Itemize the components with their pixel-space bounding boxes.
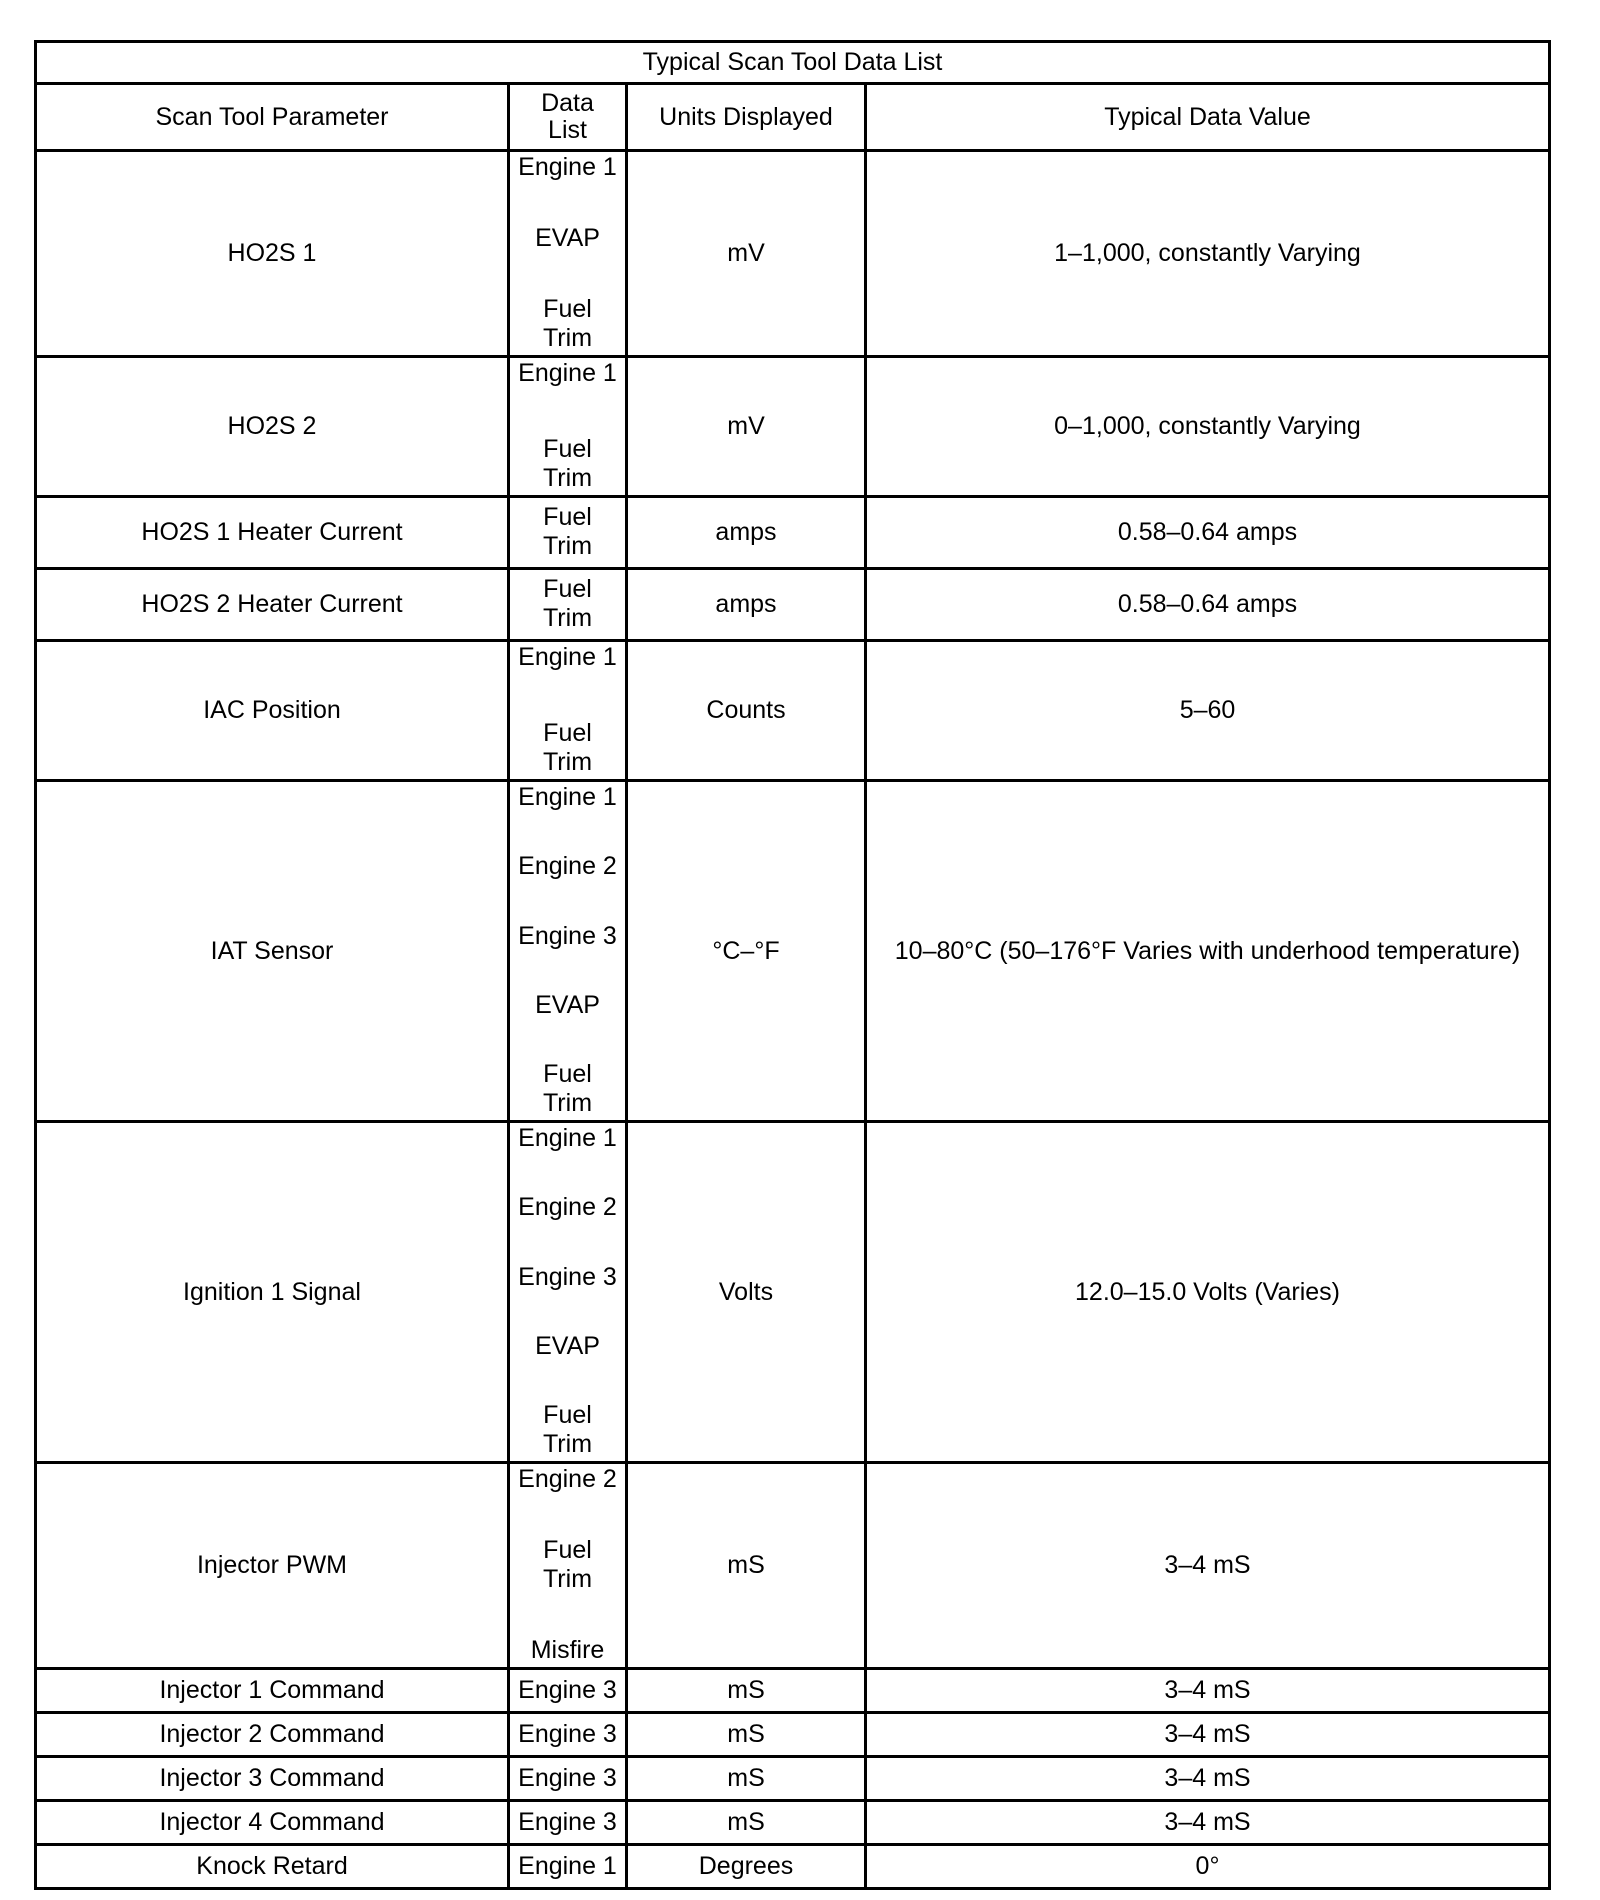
data-list-item: Engine 3 — [518, 1719, 617, 1748]
data-list-item: Fuel Trim — [542, 575, 593, 632]
header-data-list: Data List — [509, 84, 627, 151]
data-list-stack — [510, 1714, 625, 1755]
cell-data-list — [509, 1757, 627, 1801]
cell-data-list — [509, 1122, 627, 1463]
data-list-item: Engine 1 — [518, 153, 617, 181]
table-row — [36, 1757, 1550, 1801]
cell-scan-tool-parameter: IAC Position — [36, 641, 509, 781]
cell-units-displayed: amps — [627, 497, 866, 569]
cell-typical-data-value: 3–4 mS — [866, 1757, 1550, 1801]
data-list-item: Engine 3 — [518, 921, 617, 950]
cell-data-list — [509, 1845, 627, 1889]
data-list-item: Fuel Trim — [542, 435, 593, 492]
data-list-stack — [510, 1464, 625, 1667]
data-list-item: Engine 3 — [518, 1262, 617, 1291]
cell-data-list — [509, 497, 627, 569]
data-list-item: Engine 2 — [518, 1193, 617, 1222]
table-row — [36, 1713, 1550, 1757]
cell-typical-data-value: 0.58–0.64 amps — [866, 569, 1550, 641]
cell-data-list — [509, 1669, 627, 1713]
cell-scan-tool-parameter: HO2S 2 Heater Current — [36, 569, 509, 641]
data-list-item: Misfire — [530, 1636, 605, 1664]
cell-data-list — [509, 1463, 627, 1669]
cell-units-displayed: mS — [627, 1669, 866, 1713]
table-row — [36, 1463, 1550, 1669]
header-units-displayed: Units Displayed — [627, 84, 866, 151]
data-list-stack — [510, 358, 625, 495]
data-list-item: EVAP — [535, 1331, 600, 1360]
cell-typical-data-value: 5–60 — [866, 641, 1550, 781]
data-list-item: Engine 2 — [518, 852, 617, 881]
cell-typical-data-value: 1–1,000, constantly Varying — [866, 151, 1550, 357]
cell-units-displayed: amps — [627, 569, 866, 641]
data-list-item: Fuel Trim — [542, 1536, 593, 1593]
cell-units-displayed: Counts — [627, 641, 866, 781]
cell-scan-tool-parameter: Injector 2 Command — [36, 1713, 509, 1757]
data-list-stack — [510, 570, 625, 639]
data-list-item: Engine 3 — [518, 1807, 617, 1836]
cell-units-displayed: °C–°F — [627, 781, 866, 1122]
cell-scan-tool-parameter: Injector 4 Command — [36, 1801, 509, 1845]
data-list-item: Engine 3 — [518, 1675, 617, 1704]
cell-units-displayed: mS — [627, 1757, 866, 1801]
data-list-stack — [510, 498, 625, 567]
cell-scan-tool-parameter: Injector PWM — [36, 1463, 509, 1669]
cell-units-displayed: Degrees — [627, 1845, 866, 1889]
table-row — [36, 1801, 1550, 1845]
cell-typical-data-value: 10–80°C (50–176°F Varies with underhood temperature) — [866, 781, 1550, 1122]
cell-scan-tool-parameter: Ignition 1 Signal — [36, 1122, 509, 1463]
table-row — [36, 1845, 1550, 1889]
cell-scan-tool-parameter: IAT Sensor — [36, 781, 509, 1122]
cell-data-list — [509, 569, 627, 641]
cell-typical-data-value: 3–4 mS — [866, 1713, 1550, 1757]
cell-units-displayed: mS — [627, 1801, 866, 1845]
data-list-item: Engine 3 — [518, 1763, 617, 1792]
table-row — [36, 1122, 1550, 1463]
data-list-item: Fuel Trim — [542, 295, 593, 352]
cell-scan-tool-parameter: Knock Retard — [36, 1845, 509, 1889]
data-list-item: Fuel Trim — [542, 719, 593, 776]
table-row — [36, 781, 1550, 1122]
cell-scan-tool-parameter: Injector 1 Command — [36, 1669, 509, 1713]
data-list-item: Engine 1 — [518, 783, 617, 811]
cell-data-list — [509, 641, 627, 781]
table-title-row — [36, 42, 1550, 84]
table-row — [36, 357, 1550, 497]
cell-units-displayed: mV — [627, 151, 866, 357]
data-list-item: Fuel Trim — [542, 503, 593, 560]
data-list-item: Engine 1 — [518, 643, 617, 671]
data-list-stack — [510, 152, 625, 355]
cell-typical-data-value: 0–1,000, constantly Varying — [866, 357, 1550, 497]
table-header-row — [36, 84, 1550, 151]
cell-scan-tool-parameter: HO2S 1 Heater Current — [36, 497, 509, 569]
table-body — [36, 151, 1550, 1889]
cell-typical-data-value: 3–4 mS — [866, 1801, 1550, 1845]
document-page — [34, 40, 1548, 1890]
data-list-stack — [510, 1670, 625, 1711]
table-row — [36, 569, 1550, 641]
data-list-stack — [510, 1802, 625, 1843]
data-list-item: Engine 2 — [518, 1465, 617, 1493]
cell-units-displayed: mS — [627, 1713, 866, 1757]
cell-data-list — [509, 151, 627, 357]
data-list-item: Engine 1 — [518, 359, 617, 387]
data-list-item: Fuel Trim — [542, 1060, 593, 1117]
data-list-item: Engine 1 — [518, 1851, 617, 1880]
cell-data-list — [509, 1713, 627, 1757]
data-list-item: EVAP — [535, 990, 600, 1019]
cell-typical-data-value: 0° — [866, 1845, 1550, 1889]
data-list-stack — [510, 642, 625, 779]
cell-units-displayed: Volts — [627, 1122, 866, 1463]
table-row — [36, 151, 1550, 357]
cell-data-list — [509, 357, 627, 497]
cell-units-displayed: mV — [627, 357, 866, 497]
cell-data-list — [509, 781, 627, 1122]
data-list-stack — [510, 1123, 625, 1461]
table-row — [36, 497, 1550, 569]
data-list-stack — [510, 1846, 625, 1887]
scan-tool-data-table — [34, 40, 1551, 1890]
cell-scan-tool-parameter: HO2S 2 — [36, 357, 509, 497]
data-list-stack — [510, 782, 625, 1120]
data-list-item: EVAP — [535, 224, 600, 252]
cell-typical-data-value: 0.58–0.64 amps — [866, 497, 1550, 569]
table-row — [36, 641, 1550, 781]
data-list-item: Engine 1 — [518, 1124, 617, 1152]
cell-data-list — [509, 1801, 627, 1845]
header-scan-tool-parameter: Scan Tool Parameter — [36, 84, 509, 151]
table-row — [36, 1669, 1550, 1713]
table-title: Typical Scan Tool Data List — [36, 42, 1550, 84]
data-list-stack — [510, 1758, 625, 1799]
data-list-item: Fuel Trim — [542, 1401, 593, 1458]
cell-typical-data-value: 12.0–15.0 Volts (Varies) — [866, 1122, 1550, 1463]
header-typical-data-value: Typical Data Value — [866, 84, 1550, 151]
cell-scan-tool-parameter: HO2S 1 — [36, 151, 509, 357]
cell-typical-data-value: 3–4 mS — [866, 1463, 1550, 1669]
cell-scan-tool-parameter: Injector 3 Command — [36, 1757, 509, 1801]
cell-units-displayed: mS — [627, 1463, 866, 1669]
cell-typical-data-value: 3–4 mS — [866, 1669, 1550, 1713]
